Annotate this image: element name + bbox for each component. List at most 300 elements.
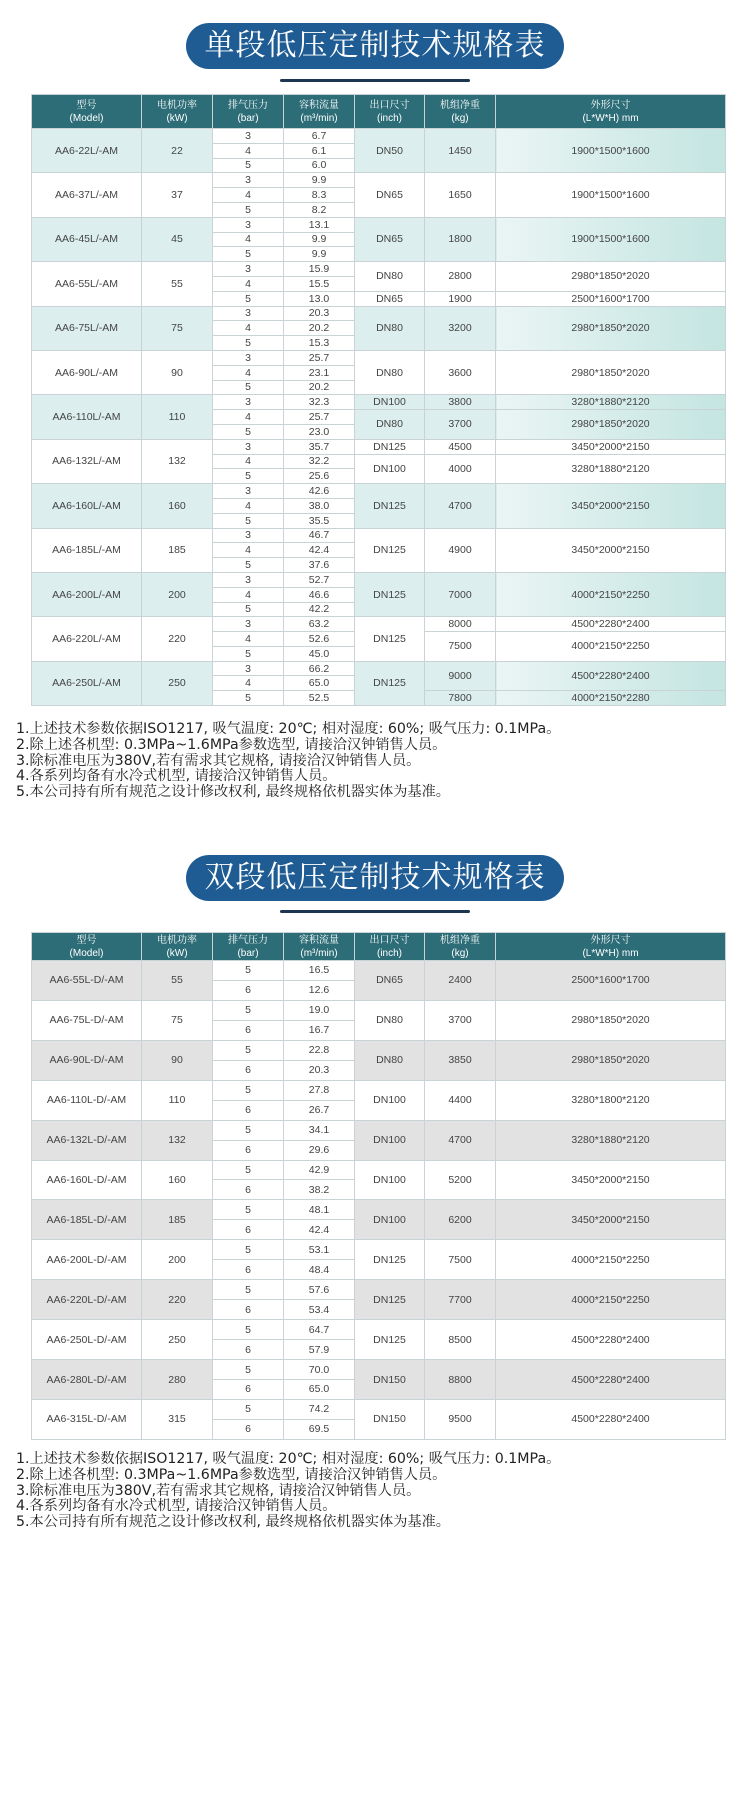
flow-cell: 32.3	[284, 395, 355, 410]
model-cell: AA6-90L/-AM	[32, 350, 142, 394]
header-label: 型号	[76, 99, 97, 111]
header-model	[32, 933, 142, 961]
note-item: 4.各系列均备有水冷式机型, 请接洽汉钟销售人员。	[16, 768, 337, 785]
dimensions-cell: 2980*1850*2020	[496, 350, 726, 394]
note-item: 5.本公司持有所有规范之设计修改权利, 最终规格依机器实体为基准。	[16, 1514, 450, 1531]
flow-cell: 37.6	[284, 558, 355, 573]
pressure-cell: 5	[213, 158, 284, 173]
pressure-cell: 6	[213, 1380, 284, 1400]
pressure-cell: 5	[213, 1000, 284, 1020]
flow-cell: 20.3	[284, 1060, 355, 1080]
pressure-cell: 5	[213, 336, 284, 351]
header-label: 出口尺寸	[369, 99, 410, 111]
model-cell: AA6-132L/-AM	[32, 439, 142, 483]
flow-cell: 42.4	[284, 1220, 355, 1240]
weight-cell: 4400	[425, 1080, 496, 1120]
power-cell: 22	[142, 129, 213, 173]
header-unit: (Model)	[69, 112, 104, 124]
outlet-cell: DN100	[355, 1160, 425, 1200]
flow-cell: 20.2	[284, 321, 355, 336]
pressure-cell: 5	[213, 1200, 284, 1220]
dimensions-cell: 3450*2000*2150	[496, 528, 726, 572]
weight-cell: 3700	[425, 410, 496, 440]
dimensions-cell: 4000*2150*2280	[496, 691, 726, 706]
dimensions-cell: 2980*1850*2020	[496, 306, 726, 350]
section-title-single-stage: 单段低压定制技术规格表	[186, 23, 564, 69]
outlet-cell: DN150	[355, 1360, 425, 1400]
dimensions-cell: 2980*1850*2020	[496, 410, 726, 440]
outlet-cell: DN100	[355, 1080, 425, 1120]
weight-cell: 1450	[425, 129, 496, 173]
pressure-cell: 4	[213, 188, 284, 203]
flow-cell: 70.0	[284, 1360, 355, 1380]
outlet-cell: DN65	[355, 961, 425, 1001]
flow-cell: 13.0	[284, 291, 355, 306]
pressure-cell: 3	[213, 217, 284, 232]
dimensions-cell: 4500*2280*2400	[496, 1399, 726, 1439]
header-label: 容积流量	[299, 99, 339, 111]
weight-cell: 3600	[425, 350, 496, 394]
pressure-cell: 3	[213, 262, 284, 277]
pressure-cell: 3	[213, 661, 284, 676]
flow-cell: 20.2	[284, 380, 355, 395]
weight-cell: 4700	[425, 1120, 496, 1160]
model-cell: AA6-220L-D/-AM	[32, 1280, 142, 1320]
dimensions-cell: 3450*2000*2150	[496, 1160, 726, 1200]
header-model	[32, 95, 142, 129]
model-cell: AA6-55L/-AM	[32, 262, 142, 306]
pressure-cell: 6	[213, 1180, 284, 1200]
table-row	[32, 1240, 726, 1260]
flow-cell: 32.2	[284, 454, 355, 469]
dimensions-cell: 3450*2000*2150	[496, 439, 726, 454]
flow-cell: 52.6	[284, 632, 355, 647]
notes-two-stage	[16, 1452, 560, 1531]
outlet-cell: DN50	[355, 129, 425, 173]
outlet-cell: DN80	[355, 1000, 425, 1040]
header-flow	[284, 933, 355, 961]
pressure-cell: 5	[213, 1399, 284, 1419]
pressure-cell: 5	[213, 961, 284, 981]
flow-cell: 20.3	[284, 306, 355, 321]
pressure-cell: 4	[213, 321, 284, 336]
flow-cell: 27.8	[284, 1080, 355, 1100]
dimensions-cell: 3450*2000*2150	[496, 1200, 726, 1240]
table-row	[32, 1160, 726, 1180]
header-unit: (m³/min)	[300, 112, 338, 124]
table-row	[32, 661, 726, 676]
pressure-cell: 3	[213, 572, 284, 587]
table-row	[32, 1000, 726, 1020]
pressure-cell: 6	[213, 1340, 284, 1360]
power-cell: 132	[142, 1120, 213, 1160]
flow-cell: 6.0	[284, 158, 355, 173]
weight-cell: 8800	[425, 1360, 496, 1400]
dimensions-cell: 1900*1500*1600	[496, 129, 726, 173]
power-cell: 75	[142, 1000, 213, 1040]
pressure-cell: 5	[213, 1160, 284, 1180]
header-unit: (bar)	[237, 947, 259, 959]
outlet-cell: DN65	[355, 173, 425, 217]
pressure-cell: 5	[213, 247, 284, 262]
power-cell: 315	[142, 1399, 213, 1439]
header-label: 外形尺寸	[590, 99, 631, 111]
outlet-cell: DN125	[355, 661, 425, 705]
flow-cell: 46.6	[284, 587, 355, 602]
dimensions-cell: 4000*2150*2250	[496, 1280, 726, 1320]
pressure-cell: 4	[213, 543, 284, 558]
header-weight	[425, 933, 496, 961]
dimensions-cell: 2980*1850*2020	[496, 1040, 726, 1080]
table-row	[32, 129, 726, 144]
model-cell: AA6-160L/-AM	[32, 484, 142, 528]
pressure-cell: 5	[213, 1280, 284, 1300]
header-unit: (kW)	[166, 947, 188, 959]
pressure-cell: 5	[213, 1320, 284, 1340]
pressure-cell: 3	[213, 306, 284, 321]
weight-cell: 9000	[425, 661, 496, 691]
power-cell: 250	[142, 661, 213, 705]
power-cell: 200	[142, 1240, 213, 1280]
pressure-cell: 4	[213, 587, 284, 602]
dimensions-cell: 1900*1500*1600	[496, 217, 726, 261]
flow-cell: 16.5	[284, 961, 355, 981]
flow-cell: 74.2	[284, 1399, 355, 1419]
dimensions-cell: 4500*2280*2400	[496, 1360, 726, 1400]
flow-cell: 52.5	[284, 691, 355, 706]
table-row	[32, 484, 726, 499]
flow-cell: 42.4	[284, 543, 355, 558]
model-cell: AA6-250L-D/-AM	[32, 1320, 142, 1360]
pressure-cell: 5	[213, 558, 284, 573]
table-row	[32, 350, 726, 365]
header-label: 电机功率	[157, 99, 197, 111]
flow-cell: 53.1	[284, 1240, 355, 1260]
pressure-cell: 3	[213, 129, 284, 144]
flow-cell: 26.7	[284, 1100, 355, 1120]
power-cell: 45	[142, 217, 213, 261]
model-cell: AA6-280L-D/-AM	[32, 1360, 142, 1400]
flow-cell: 34.1	[284, 1120, 355, 1140]
dimensions-cell: 2500*1600*1700	[496, 291, 726, 306]
table-row	[32, 1040, 726, 1060]
header-outlet	[355, 95, 425, 129]
flow-cell: 25.6	[284, 469, 355, 484]
pressure-cell: 4	[213, 365, 284, 380]
outlet-cell: DN125	[355, 1240, 425, 1280]
pressure-cell: 5	[213, 469, 284, 484]
dimensions-cell: 4500*2280*2400	[496, 1320, 726, 1360]
header-unit: (L*W*H) mm	[582, 947, 639, 959]
dimensions-cell: 4000*2150*2250	[496, 572, 726, 616]
flow-cell: 45.0	[284, 646, 355, 661]
weight-cell: 7700	[425, 1280, 496, 1320]
table-row	[32, 528, 726, 543]
header-unit: (kg)	[451, 112, 469, 124]
model-cell: AA6-160L-D/-AM	[32, 1160, 142, 1200]
header-power	[142, 933, 213, 961]
model-cell: AA6-75L-D/-AM	[32, 1000, 142, 1040]
note-item: 1.上述技术参数依据ISO1217, 吸气温度: 20℃; 相对湿度: 60%; 吸气压力: 0.1MPa。	[16, 1451, 561, 1467]
table-row	[32, 217, 726, 232]
weight-cell: 7500	[425, 632, 496, 662]
weight-cell: 7000	[425, 572, 496, 616]
pressure-cell: 5	[213, 691, 284, 706]
weight-cell: 4500	[425, 439, 496, 454]
dimensions-cell: 2980*1850*2020	[496, 1000, 726, 1040]
outlet-cell: DN125	[355, 1280, 425, 1320]
pressure-cell: 3	[213, 484, 284, 499]
model-cell: AA6-220L/-AM	[32, 617, 142, 661]
outlet-cell: DN80	[355, 262, 425, 292]
flow-cell: 53.4	[284, 1300, 355, 1320]
outlet-cell: DN100	[355, 395, 425, 410]
outlet-cell: DN80	[355, 410, 425, 440]
flow-cell: 42.2	[284, 602, 355, 617]
pressure-cell: 3	[213, 439, 284, 454]
power-cell: 200	[142, 572, 213, 616]
weight-cell: 5200	[425, 1160, 496, 1200]
weight-cell: 7500	[425, 1240, 496, 1280]
note-item: 4.各系列均备有水冷式机型, 请接洽汉钟销售人员。	[16, 1498, 337, 1515]
outlet-cell: DN125	[355, 572, 425, 616]
power-cell: 75	[142, 306, 213, 350]
power-cell: 160	[142, 1160, 213, 1200]
weight-cell: 8500	[425, 1320, 496, 1360]
outlet-cell: DN80	[355, 1040, 425, 1080]
power-cell: 185	[142, 1200, 213, 1240]
table-row	[32, 1080, 726, 1100]
power-cell: 250	[142, 1320, 213, 1360]
model-cell: AA6-132L-D/-AM	[32, 1120, 142, 1160]
outlet-cell: DN100	[355, 1120, 425, 1160]
flow-cell: 64.7	[284, 1320, 355, 1340]
pressure-cell: 5	[213, 1360, 284, 1380]
header-pressure	[213, 933, 284, 961]
outlet-cell: DN100	[355, 1200, 425, 1240]
outlet-cell: DN125	[355, 439, 425, 454]
table-row	[32, 1360, 726, 1380]
weight-cell: 2400	[425, 961, 496, 1001]
flow-cell: 12.6	[284, 980, 355, 1000]
header-label: 排气压力	[228, 99, 268, 111]
weight-cell: 1650	[425, 173, 496, 217]
dimensions-cell: 3280*1880*2120	[496, 395, 726, 410]
header-pressure	[213, 95, 284, 129]
pressure-cell: 3	[213, 395, 284, 410]
pressure-cell: 5	[213, 1040, 284, 1060]
outlet-cell: DN100	[355, 454, 425, 484]
outlet-cell: DN125	[355, 484, 425, 528]
weight-cell: 3800	[425, 395, 496, 410]
pressure-cell: 4	[213, 454, 284, 469]
spec-table-single-stage	[31, 94, 726, 706]
header-unit: (m³/min)	[300, 947, 338, 959]
flow-cell: 65.0	[284, 676, 355, 691]
model-cell: AA6-200L-D/-AM	[32, 1240, 142, 1280]
pressure-cell: 4	[213, 276, 284, 291]
spec-table-two-stage	[31, 932, 726, 1440]
weight-cell: 7800	[425, 691, 496, 706]
header-unit: (kW)	[166, 112, 188, 124]
dimensions-cell: 4000*2150*2250	[496, 1240, 726, 1280]
weight-cell: 3700	[425, 1000, 496, 1040]
flow-cell: 65.0	[284, 1380, 355, 1400]
weight-cell: 1900	[425, 291, 496, 306]
flow-cell: 22.8	[284, 1040, 355, 1060]
flow-cell: 25.7	[284, 410, 355, 425]
flow-cell: 35.7	[284, 439, 355, 454]
table-row	[32, 306, 726, 321]
flow-cell: 9.9	[284, 173, 355, 188]
flow-cell: 8.2	[284, 202, 355, 217]
flow-cell: 8.3	[284, 188, 355, 203]
flow-cell: 13.1	[284, 217, 355, 232]
table-row	[32, 395, 726, 410]
power-cell: 90	[142, 1040, 213, 1080]
flow-cell: 9.9	[284, 247, 355, 262]
pressure-cell: 6	[213, 1220, 284, 1240]
pressure-cell: 4	[213, 676, 284, 691]
pressure-cell: 6	[213, 1260, 284, 1280]
weight-cell: 9500	[425, 1399, 496, 1439]
header-unit: (inch)	[376, 112, 402, 124]
dimensions-cell: 3280*1800*2120	[496, 1080, 726, 1120]
pressure-cell: 6	[213, 1100, 284, 1120]
table-row	[32, 1120, 726, 1140]
pressure-cell: 5	[213, 602, 284, 617]
model-cell: AA6-90L-D/-AM	[32, 1040, 142, 1080]
dimensions-cell: 2980*1850*2020	[496, 262, 726, 292]
dimensions-cell: 3280*1880*2120	[496, 1120, 726, 1160]
flow-cell: 25.7	[284, 350, 355, 365]
header-power	[142, 95, 213, 129]
power-cell: 55	[142, 961, 213, 1001]
power-cell: 37	[142, 173, 213, 217]
weight-cell: 1800	[425, 217, 496, 261]
note-item: 3.除标准电压为380V,若有需求其它规格, 请接洽汉钟销售人员。	[16, 752, 421, 769]
note-item: 3.除标准电压为380V,若有需求其它规格, 请接洽汉钟销售人员。	[16, 1482, 421, 1499]
power-cell: 110	[142, 1080, 213, 1120]
flow-cell: 16.7	[284, 1020, 355, 1040]
flow-cell: 48.1	[284, 1200, 355, 1220]
flow-cell: 19.0	[284, 1000, 355, 1020]
power-cell: 110	[142, 395, 213, 439]
weight-cell: 4700	[425, 484, 496, 528]
model-cell: AA6-200L/-AM	[32, 572, 142, 616]
flow-cell: 38.2	[284, 1180, 355, 1200]
pressure-cell: 6	[213, 1060, 284, 1080]
flow-cell: 46.7	[284, 528, 355, 543]
flow-cell: 35.5	[284, 513, 355, 528]
pressure-cell: 5	[213, 646, 284, 661]
outlet-cell: DN125	[355, 1320, 425, 1360]
dimensions-cell: 1900*1500*1600	[496, 173, 726, 217]
flow-cell: 38.0	[284, 498, 355, 513]
flow-cell: 57.9	[284, 1340, 355, 1360]
table-row	[32, 1399, 726, 1419]
outlet-cell: DN80	[355, 350, 425, 394]
table-row	[32, 439, 726, 454]
header-label: 型号	[76, 934, 97, 946]
power-cell: 280	[142, 1360, 213, 1400]
dimensions-cell: 2500*1600*1700	[496, 961, 726, 1001]
pressure-cell: 5	[213, 380, 284, 395]
title-underline	[280, 910, 470, 913]
model-cell: AA6-185L-D/-AM	[32, 1200, 142, 1240]
table-row	[32, 1200, 726, 1220]
pressure-cell: 3	[213, 617, 284, 632]
flow-cell: 23.1	[284, 365, 355, 380]
pressure-cell: 5	[213, 291, 284, 306]
flow-cell: 15.3	[284, 336, 355, 351]
dimensions-cell: 4500*2280*2400	[496, 661, 726, 691]
outlet-cell: DN125	[355, 617, 425, 661]
flow-cell: 66.2	[284, 661, 355, 676]
note-item: 2.除上述各机型: 0.3MPa~1.6MPa参数选型, 请接洽汉钟销售人员。	[16, 1466, 447, 1483]
pressure-cell: 4	[213, 632, 284, 647]
dimensions-cell: 4000*2150*2250	[496, 632, 726, 662]
flow-cell: 57.6	[284, 1280, 355, 1300]
table-row	[32, 617, 726, 632]
flow-cell: 42.9	[284, 1160, 355, 1180]
header-label: 排气压力	[228, 934, 268, 946]
pressure-cell: 6	[213, 1140, 284, 1160]
model-cell: AA6-75L/-AM	[32, 306, 142, 350]
header-unit: (L*W*H) mm	[582, 112, 639, 124]
weight-cell: 4000	[425, 454, 496, 484]
model-cell: AA6-110L-D/-AM	[32, 1080, 142, 1120]
power-cell: 220	[142, 617, 213, 661]
dimensions-cell: 3280*1880*2120	[496, 454, 726, 484]
flow-cell: 9.9	[284, 232, 355, 247]
power-cell: 220	[142, 1280, 213, 1320]
model-cell: AA6-315L-D/-AM	[32, 1399, 142, 1439]
pressure-cell: 3	[213, 528, 284, 543]
title-underline	[280, 79, 470, 82]
weight-cell: 8000	[425, 617, 496, 632]
header-unit: (Model)	[69, 947, 104, 959]
header-unit: (inch)	[376, 947, 402, 959]
header-label: 外形尺寸	[590, 934, 631, 946]
model-cell: AA6-55L-D/-AM	[32, 961, 142, 1001]
flow-cell: 6.1	[284, 143, 355, 158]
model-cell: AA6-250L/-AM	[32, 661, 142, 705]
section-title-two-stage: 双段低压定制技术规格表	[186, 855, 564, 901]
outlet-cell: DN65	[355, 291, 425, 306]
model-cell: AA6-45L/-AM	[32, 217, 142, 261]
pressure-cell: 3	[213, 350, 284, 365]
header-label: 出口尺寸	[369, 934, 410, 946]
model-cell: AA6-37L/-AM	[32, 173, 142, 217]
pressure-cell: 5	[213, 1120, 284, 1140]
flow-cell: 15.5	[284, 276, 355, 291]
table-row	[32, 173, 726, 188]
power-cell: 55	[142, 262, 213, 306]
pressure-cell: 6	[213, 980, 284, 1000]
table-row	[32, 1320, 726, 1340]
table-row	[32, 572, 726, 587]
header-label: 容积流量	[299, 934, 339, 946]
pressure-cell: 4	[213, 232, 284, 247]
header-outlet	[355, 933, 425, 961]
dimensions-cell: 4500*2280*2400	[496, 617, 726, 632]
note-item: 2.除上述各机型: 0.3MPa~1.6MPa参数选型, 请接洽汉钟销售人员。	[16, 736, 447, 753]
header-dimensions	[496, 95, 726, 129]
outlet-cell: DN125	[355, 528, 425, 572]
flow-cell: 52.7	[284, 572, 355, 587]
table-row	[32, 961, 726, 981]
